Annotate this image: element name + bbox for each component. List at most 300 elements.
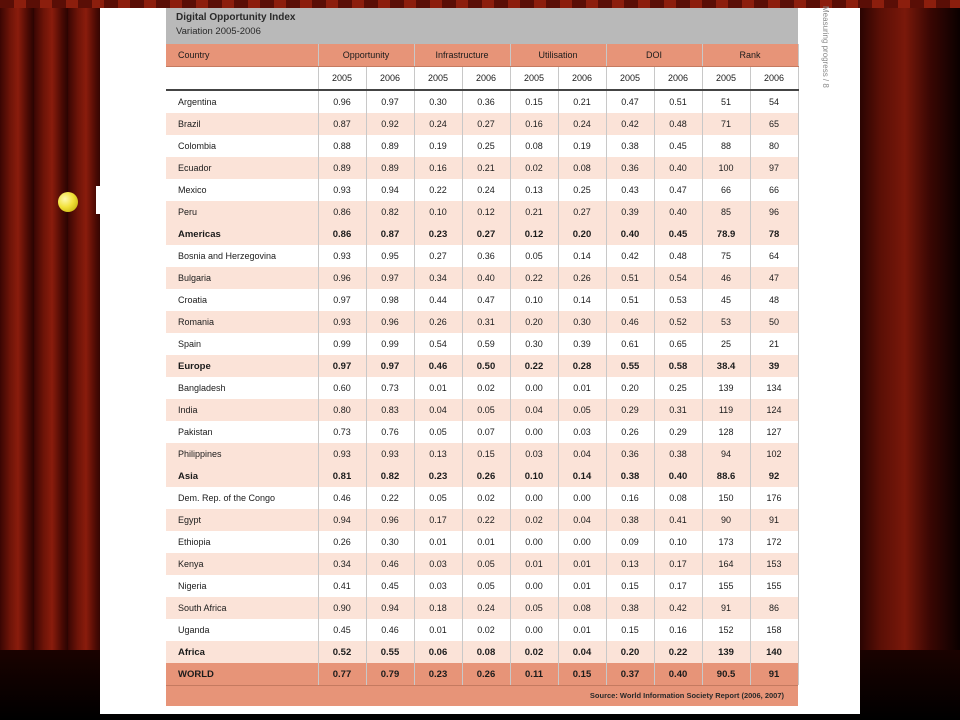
value-cell: 75 [702, 245, 750, 267]
value-cell: 0.53 [654, 289, 702, 311]
value-cell: 0.08 [510, 135, 558, 157]
table-row [166, 135, 798, 157]
table-row [166, 487, 798, 509]
value-cell: 0.88 [318, 135, 366, 157]
table-subtitle: Variation 2005-2006 [176, 26, 261, 37]
table-row [166, 333, 798, 355]
value-cell: 0.99 [366, 333, 414, 355]
value-cell: 0.17 [654, 553, 702, 575]
value-cell: 0.52 [654, 311, 702, 333]
value-cell: 38.4 [702, 355, 750, 377]
value-cell: 0.22 [510, 267, 558, 289]
value-cell: 0.93 [318, 443, 366, 465]
value-cell: 0.20 [510, 311, 558, 333]
value-cell: 0.14 [558, 245, 606, 267]
value-cell: 0.54 [654, 267, 702, 289]
value-cell: 0.46 [606, 311, 654, 333]
value-cell: 0.13 [510, 179, 558, 201]
value-cell: 158 [750, 619, 798, 641]
value-cell: 0.17 [414, 509, 462, 531]
value-cell: 0.10 [414, 201, 462, 223]
value-cell: 0.28 [558, 355, 606, 377]
value-cell: 0.86 [318, 223, 366, 245]
value-cell: 21 [750, 333, 798, 355]
value-cell: 0.89 [318, 157, 366, 179]
world-total-row [166, 663, 798, 685]
value-cell: 0.11 [510, 663, 558, 685]
country-name-cell: Romania [166, 311, 318, 333]
value-cell: 71 [702, 113, 750, 135]
value-cell: 0.15 [462, 443, 510, 465]
year-header: 2005 [510, 67, 558, 91]
value-cell: 0.40 [654, 201, 702, 223]
region-aggregate-row [166, 355, 798, 377]
doi-table [166, 44, 799, 685]
value-cell: 0.97 [366, 90, 414, 113]
value-cell: 0.05 [510, 597, 558, 619]
value-cell: 0.02 [510, 509, 558, 531]
value-cell: 0.40 [654, 465, 702, 487]
value-cell: 0.25 [462, 135, 510, 157]
value-cell: 176 [750, 487, 798, 509]
value-cell: 0.47 [462, 289, 510, 311]
value-cell: 0.20 [606, 377, 654, 399]
value-cell: 0.27 [414, 245, 462, 267]
country-name-cell: Uganda [166, 619, 318, 641]
value-cell: 0.26 [606, 421, 654, 443]
value-cell: 0.13 [606, 553, 654, 575]
value-cell: 0.22 [654, 641, 702, 663]
value-cell: 0.20 [558, 223, 606, 245]
value-cell: 0.23 [414, 663, 462, 685]
table-row [166, 531, 798, 553]
value-cell: 0.99 [318, 333, 366, 355]
value-cell: 150 [702, 487, 750, 509]
value-cell: 0.27 [462, 113, 510, 135]
value-cell: 0.04 [414, 399, 462, 421]
value-cell: 0.23 [414, 465, 462, 487]
value-cell: 0.26 [462, 465, 510, 487]
value-cell: 173 [702, 531, 750, 553]
value-cell: 0.80 [318, 399, 366, 421]
value-cell: 96 [750, 201, 798, 223]
bullet-point-icon [58, 192, 78, 212]
value-cell: 0.02 [462, 377, 510, 399]
value-cell: 25 [702, 333, 750, 355]
value-cell: 0.15 [606, 575, 654, 597]
table-row [166, 443, 798, 465]
year-header: 2005 [702, 67, 750, 91]
value-cell: 0.52 [318, 641, 366, 663]
value-cell: 51 [702, 90, 750, 113]
doi-table-container [166, 8, 798, 706]
value-cell: 0.36 [606, 443, 654, 465]
value-cell: 0.04 [558, 641, 606, 663]
value-cell: 140 [750, 641, 798, 663]
value-cell: 134 [750, 377, 798, 399]
value-cell: 0.94 [366, 597, 414, 619]
value-cell: 39 [750, 355, 798, 377]
value-cell: 0.31 [654, 399, 702, 421]
value-cell: 0.17 [654, 575, 702, 597]
value-cell: 0.15 [510, 90, 558, 113]
value-cell: 0.83 [366, 399, 414, 421]
value-cell: 0.93 [318, 179, 366, 201]
value-cell: 0.48 [654, 245, 702, 267]
table-row [166, 245, 798, 267]
value-cell: 0.27 [558, 201, 606, 223]
country-name-cell: Ethiopia [166, 531, 318, 553]
value-cell: 64 [750, 245, 798, 267]
value-cell: 0.55 [366, 641, 414, 663]
value-cell: 91 [750, 663, 798, 685]
value-cell: 0.51 [606, 267, 654, 289]
table-row [166, 289, 798, 311]
value-cell: 127 [750, 421, 798, 443]
table-row [166, 179, 798, 201]
value-cell: 0.01 [558, 553, 606, 575]
value-cell: 119 [702, 399, 750, 421]
country-name-cell: South Africa [166, 597, 318, 619]
value-cell: 128 [702, 421, 750, 443]
value-cell: 0.00 [510, 487, 558, 509]
value-cell: 0.61 [606, 333, 654, 355]
value-cell: 0.26 [462, 663, 510, 685]
value-cell: 0.73 [318, 421, 366, 443]
table-row [166, 421, 798, 443]
value-cell: 153 [750, 553, 798, 575]
value-cell: 0.38 [606, 135, 654, 157]
value-cell: 0.14 [558, 465, 606, 487]
table-row [166, 113, 798, 135]
year-header-blank [166, 67, 318, 91]
value-cell: 0.48 [654, 113, 702, 135]
value-cell: 0.03 [414, 553, 462, 575]
value-cell: 0.87 [366, 223, 414, 245]
value-cell: 65 [750, 113, 798, 135]
value-cell: 139 [702, 377, 750, 399]
value-cell: 0.46 [366, 553, 414, 575]
col-header-utilisation: Utilisation [510, 44, 606, 67]
value-cell: 0.27 [462, 223, 510, 245]
value-cell: 0.22 [366, 487, 414, 509]
value-cell: 0.00 [510, 619, 558, 641]
value-cell: 0.16 [606, 487, 654, 509]
value-cell: 0.38 [606, 465, 654, 487]
value-cell: 155 [702, 575, 750, 597]
value-cell: 172 [750, 531, 798, 553]
country-name-cell: Americas [166, 223, 318, 245]
value-cell: 0.36 [462, 245, 510, 267]
value-cell: 0.30 [414, 90, 462, 113]
value-cell: 0.19 [414, 135, 462, 157]
value-cell: 0.55 [606, 355, 654, 377]
value-cell: 92 [750, 465, 798, 487]
col-header-opportunity: Opportunity [318, 44, 414, 67]
country-name-cell: Argentina [166, 90, 318, 113]
value-cell: 0.45 [366, 575, 414, 597]
value-cell: 0.86 [318, 201, 366, 223]
table-row [166, 90, 798, 113]
country-name-cell: Philippines [166, 443, 318, 465]
value-cell: 0.05 [462, 399, 510, 421]
table-row [166, 597, 798, 619]
value-cell: 0.15 [558, 663, 606, 685]
value-cell: 0.82 [366, 201, 414, 223]
value-cell: 0.65 [654, 333, 702, 355]
value-cell: 66 [750, 179, 798, 201]
country-name-cell: Croatia [166, 289, 318, 311]
value-cell: 86 [750, 597, 798, 619]
value-cell: 0.00 [510, 531, 558, 553]
country-name-cell: WORLD [166, 663, 318, 685]
table-row [166, 575, 798, 597]
value-cell: 0.07 [462, 421, 510, 443]
table-row [166, 399, 798, 421]
value-cell: 0.10 [510, 289, 558, 311]
value-cell: 80 [750, 135, 798, 157]
country-name-cell: Mexico [166, 179, 318, 201]
value-cell: 90.5 [702, 663, 750, 685]
value-cell: 0.46 [366, 619, 414, 641]
value-cell: 0.82 [366, 465, 414, 487]
value-cell: 0.03 [414, 575, 462, 597]
value-cell: 0.96 [366, 311, 414, 333]
table-row [166, 509, 798, 531]
value-cell: 0.79 [366, 663, 414, 685]
value-cell: 0.22 [414, 179, 462, 201]
value-cell: 0.01 [462, 531, 510, 553]
value-cell: 0.16 [510, 113, 558, 135]
value-cell: 0.47 [654, 179, 702, 201]
year-header: 2005 [414, 67, 462, 91]
value-cell: 152 [702, 619, 750, 641]
value-cell: 0.02 [510, 157, 558, 179]
value-cell: 0.60 [318, 377, 366, 399]
value-cell: 0.08 [558, 597, 606, 619]
value-cell: 0.22 [510, 355, 558, 377]
value-cell: 0.26 [558, 267, 606, 289]
value-cell: 0.36 [462, 90, 510, 113]
value-cell: 0.01 [558, 575, 606, 597]
value-cell: 0.97 [318, 289, 366, 311]
value-cell: 0.42 [606, 113, 654, 135]
table-row [166, 619, 798, 641]
value-cell: 0.93 [366, 443, 414, 465]
value-cell: 0.19 [558, 135, 606, 157]
value-cell: 0.54 [414, 333, 462, 355]
year-header: 2006 [366, 67, 414, 91]
year-header: 2006 [654, 67, 702, 91]
value-cell: 0.97 [366, 267, 414, 289]
table-body [166, 90, 798, 685]
value-cell: 0.41 [654, 509, 702, 531]
value-cell: 0.96 [318, 267, 366, 289]
side-caption: Measuring progress / 8 [821, 6, 830, 88]
value-cell: 0.40 [606, 223, 654, 245]
value-cell: 97 [750, 157, 798, 179]
country-name-cell: Bulgaria [166, 267, 318, 289]
value-cell: 0.24 [558, 113, 606, 135]
value-cell: 0.30 [366, 531, 414, 553]
value-cell: 0.98 [366, 289, 414, 311]
value-cell: 0.38 [606, 597, 654, 619]
value-cell: 48 [750, 289, 798, 311]
value-cell: 0.20 [606, 641, 654, 663]
year-header: 2005 [606, 67, 654, 91]
value-cell: 0.05 [510, 245, 558, 267]
col-header-doi: DOI [606, 44, 702, 67]
value-cell: 0.24 [414, 113, 462, 135]
value-cell: 0.59 [462, 333, 510, 355]
value-cell: 88 [702, 135, 750, 157]
value-cell: 0.00 [510, 575, 558, 597]
value-cell: 0.93 [318, 311, 366, 333]
value-cell: 0.46 [318, 487, 366, 509]
country-name-cell: Dem. Rep. of the Congo [166, 487, 318, 509]
value-cell: 0.23 [414, 223, 462, 245]
value-cell: 0.89 [366, 135, 414, 157]
value-cell: 66 [702, 179, 750, 201]
value-cell: 0.89 [366, 157, 414, 179]
value-cell: 0.01 [558, 377, 606, 399]
value-cell: 0.02 [462, 487, 510, 509]
value-cell: 0.25 [558, 179, 606, 201]
value-cell: 0.04 [558, 443, 606, 465]
value-cell: 0.08 [462, 641, 510, 663]
region-aggregate-row [166, 465, 798, 487]
value-cell: 0.01 [414, 531, 462, 553]
value-cell: 0.94 [318, 509, 366, 531]
value-cell: 0.24 [462, 597, 510, 619]
value-cell: 0.34 [414, 267, 462, 289]
value-cell: 0.12 [510, 223, 558, 245]
value-cell: 53 [702, 311, 750, 333]
source-note: Source: World Information Society Report (2006, 2007) [166, 685, 798, 706]
value-cell: 94 [702, 443, 750, 465]
value-cell: 0.31 [462, 311, 510, 333]
value-cell: 0.01 [558, 619, 606, 641]
region-aggregate-row [166, 223, 798, 245]
value-cell: 0.45 [318, 619, 366, 641]
group-header-row [166, 44, 798, 67]
col-header-country: Country [166, 44, 318, 67]
value-cell: 0.24 [462, 179, 510, 201]
value-cell: 0.30 [510, 333, 558, 355]
value-cell: 0.42 [654, 597, 702, 619]
value-cell: 0.05 [462, 575, 510, 597]
value-cell: 0.12 [462, 201, 510, 223]
country-name-cell: Brazil [166, 113, 318, 135]
country-name-cell: Egypt [166, 509, 318, 531]
value-cell: 102 [750, 443, 798, 465]
curtain-left [0, 0, 100, 720]
value-cell: 0.40 [462, 267, 510, 289]
country-name-cell: Asia [166, 465, 318, 487]
year-header-row [166, 67, 798, 91]
country-name-cell: Europe [166, 355, 318, 377]
col-header-infrastructure: Infrastructure [414, 44, 510, 67]
value-cell: 0.76 [366, 421, 414, 443]
value-cell: 0.97 [366, 355, 414, 377]
country-name-cell: Africa [166, 641, 318, 663]
table-title: Digital Opportunity Index [176, 12, 296, 23]
value-cell: 0.06 [414, 641, 462, 663]
year-header: 2006 [558, 67, 606, 91]
value-cell: 155 [750, 575, 798, 597]
value-cell: 88.6 [702, 465, 750, 487]
value-cell: 0.00 [510, 421, 558, 443]
value-cell: 0.05 [558, 399, 606, 421]
country-name-cell: Kenya [166, 553, 318, 575]
value-cell: 0.29 [606, 399, 654, 421]
table-row [166, 267, 798, 289]
table-row [166, 157, 798, 179]
country-name-cell: Peru [166, 201, 318, 223]
value-cell: 0.39 [558, 333, 606, 355]
value-cell: 0.13 [414, 443, 462, 465]
value-cell: 0.04 [558, 509, 606, 531]
value-cell: 0.50 [462, 355, 510, 377]
country-name-cell: Spain [166, 333, 318, 355]
value-cell: 0.81 [318, 465, 366, 487]
value-cell: 0.16 [654, 619, 702, 641]
value-cell: 0.18 [414, 597, 462, 619]
value-cell: 0.38 [606, 509, 654, 531]
table-row [166, 377, 798, 399]
value-cell: 0.01 [510, 553, 558, 575]
value-cell: 91 [750, 509, 798, 531]
value-cell: 46 [702, 267, 750, 289]
year-header: 2006 [750, 67, 798, 91]
country-name-cell: Nigeria [166, 575, 318, 597]
value-cell: 0.14 [558, 289, 606, 311]
value-cell: 0.03 [510, 443, 558, 465]
value-cell: 0.39 [606, 201, 654, 223]
value-cell: 0.92 [366, 113, 414, 135]
value-cell: 0.09 [606, 531, 654, 553]
value-cell: 0.46 [414, 355, 462, 377]
value-cell: 0.51 [654, 90, 702, 113]
value-cell: 0.21 [462, 157, 510, 179]
value-cell: 0.03 [558, 421, 606, 443]
region-aggregate-row [166, 641, 798, 663]
value-cell: 0.94 [366, 179, 414, 201]
value-cell: 0.16 [414, 157, 462, 179]
col-header-rank: Rank [702, 44, 798, 67]
value-cell: 0.10 [510, 465, 558, 487]
value-cell: 0.36 [606, 157, 654, 179]
value-cell: 78.9 [702, 223, 750, 245]
value-cell: 0.02 [462, 619, 510, 641]
value-cell: 50 [750, 311, 798, 333]
value-cell: 0.00 [558, 487, 606, 509]
value-cell: 0.34 [318, 553, 366, 575]
value-cell: 0.45 [654, 135, 702, 157]
value-cell: 0.05 [462, 553, 510, 575]
value-cell: 0.02 [510, 641, 558, 663]
value-cell: 0.40 [654, 157, 702, 179]
value-cell: 0.97 [318, 355, 366, 377]
curtain-valance [0, 0, 960, 8]
country-name-cell: Ecuador [166, 157, 318, 179]
table-row [166, 311, 798, 333]
value-cell: 0.05 [414, 421, 462, 443]
value-cell: 0.26 [414, 311, 462, 333]
value-cell: 0.05 [414, 487, 462, 509]
value-cell: 0.41 [318, 575, 366, 597]
table-row [166, 201, 798, 223]
